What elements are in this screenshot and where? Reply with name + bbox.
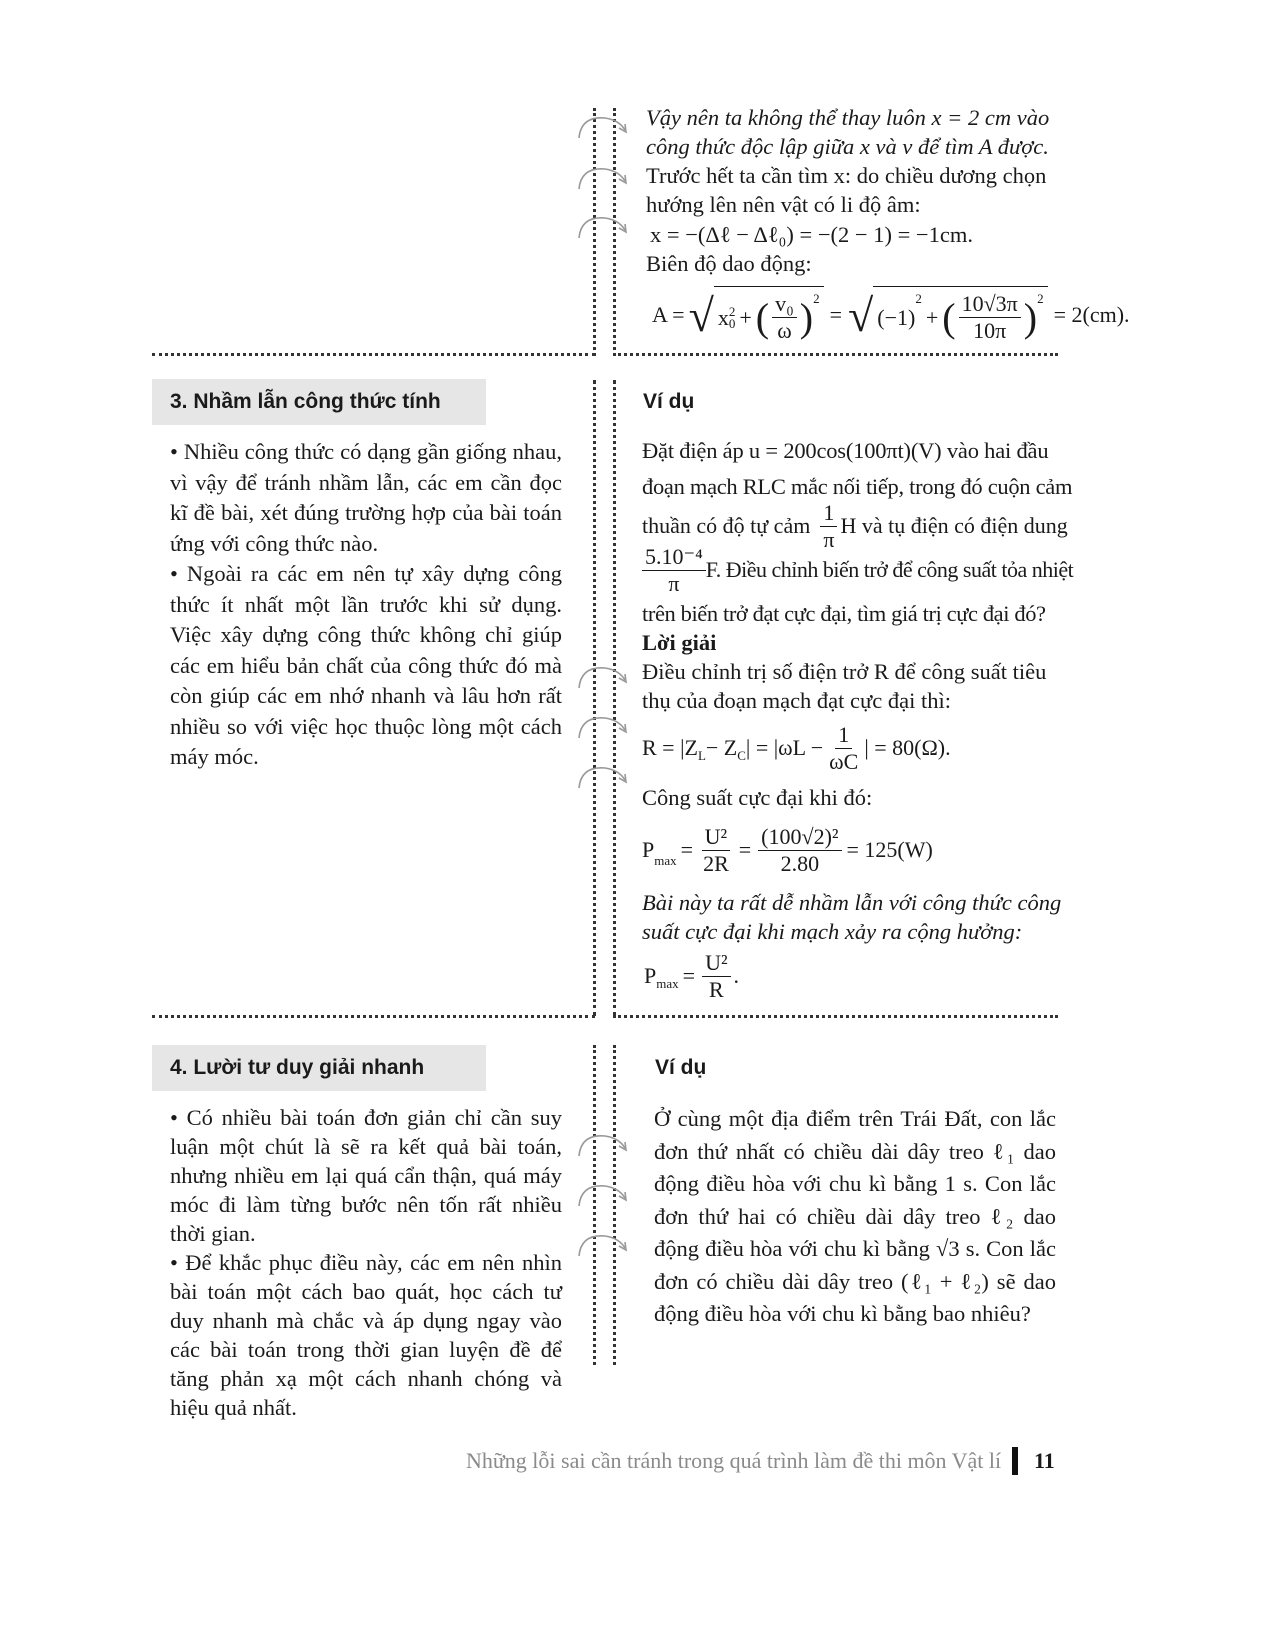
capacitance-den: π bbox=[668, 571, 680, 596]
eq-p2-end: . bbox=[733, 963, 740, 988]
eq-p2-den: R bbox=[708, 976, 724, 1002]
example-title-4: Ví dụ bbox=[655, 1056, 707, 1079]
eq-minus-one: (−1) bbox=[877, 304, 916, 330]
example-title-3: Ví dụ bbox=[643, 390, 695, 413]
curved-arrow-icon bbox=[575, 212, 631, 248]
curved-arrow-icon bbox=[575, 662, 631, 698]
eq-p: P bbox=[642, 837, 655, 862]
example-3-line-4 bbox=[642, 544, 1073, 597]
section-divider-2-left bbox=[152, 1015, 595, 1018]
eq-p-rhs: = 125(W) bbox=[846, 837, 933, 862]
equation-resistance bbox=[642, 720, 951, 776]
top-text-line-1: Vậy nên ta không thể thay luôn x = 2 cm vào bbox=[646, 105, 1050, 130]
footer-text: Những lỗi sai cần tránh trong quá trình làm đề thi môn Vật lí bbox=[466, 1448, 1002, 1473]
eq-p-num1: U² bbox=[702, 824, 730, 851]
section-3-para-1: • Nhiều công thức có dạng gần giống nhau, vì vậy để tránh nhầm lẫn, các em cần đọc kĩ đề bài, xét đúng trường hợp của bài toán ứng với công thức nào. bbox=[170, 439, 562, 556]
top-text-line-5: Biên độ dao động: bbox=[646, 251, 812, 276]
solution-line-3: Công suất cực đại khi đó: bbox=[642, 785, 873, 810]
example-3-line-2: đoạn mạch RLC mắc nối tiếp, trong đó cuộn cảm bbox=[642, 474, 1073, 499]
equation-power-max: P max = $\frac{\text{U²}}{2R}$ = $\frac{\text{(100√2)²}}{2.80}$ = 125(W) bbox=[642, 823, 933, 876]
eq-den: 10π bbox=[973, 318, 1007, 343]
eq-r-lhs: R = |Z bbox=[642, 735, 698, 760]
eq-p2-num: U² bbox=[702, 950, 730, 977]
eq-num: 10√3π bbox=[959, 291, 1021, 318]
capacitance-num: 5.10⁻⁴ bbox=[642, 544, 706, 571]
section-4-heading bbox=[152, 1045, 486, 1091]
eq-omega: ω bbox=[777, 318, 792, 343]
eq-p2: P bbox=[644, 963, 657, 988]
section-divider-1-right bbox=[613, 353, 1058, 356]
eq-v0: v₀ bbox=[772, 291, 797, 318]
column-divider-right-mid bbox=[613, 380, 616, 1016]
section-4-para-1: • Có nhiều bài toán đơn giản chỉ cần suy luận một chút là sẽ ra kết quả bài toán, nhưng nhiều em lại quá cẩn thận, quá máy móc đi làm từng bước nên tốn rất nhiều thời gian. bbox=[170, 1105, 562, 1246]
eq-result: = 2(cm). bbox=[1053, 302, 1130, 327]
note-line-1: Bài này ta rất dễ nhầm lẫn với công thức công bbox=[642, 890, 1062, 915]
eq-r-rhs: | = 80(Ω). bbox=[864, 735, 951, 760]
solution-title: Lời giải bbox=[642, 630, 717, 655]
eq-p-den1: 2R bbox=[703, 850, 729, 876]
eq-p2-max: max bbox=[656, 976, 679, 991]
eq-lhs: A = bbox=[652, 302, 685, 327]
eq-p-den2: 2.80 bbox=[780, 850, 820, 876]
example-3-line-5: trên biến trở đạt cực đại, tìm giá trị cực đại đó? bbox=[642, 601, 1046, 626]
eq-r-mid: − Z bbox=[705, 735, 738, 760]
solution-line-2: thụ của đoạn mạch đạt cực đại thì: bbox=[642, 688, 951, 713]
eq-x0: x bbox=[717, 304, 729, 330]
section-divider-2-right bbox=[613, 1015, 1058, 1018]
example-3-line-1: Đặt điện áp u = 200cos(100πt)(V) vào hai đầu bbox=[642, 438, 1049, 463]
section-4-heading-text: 4. Lười tư duy giải nhanh bbox=[170, 1056, 425, 1079]
equation-x: x = −(Δℓ − Δℓ₀) = −(2 − 1) = −1cm. bbox=[650, 222, 973, 247]
curved-arrow-icon bbox=[575, 112, 631, 148]
curved-arrow-icon bbox=[575, 1180, 631, 1216]
solution-line-1: Điều chỉnh trị số điện trở R để công suất tiêu bbox=[642, 659, 1047, 684]
page-number: 11 bbox=[1034, 1448, 1055, 1473]
eq-r-mid2: | = |ωL − bbox=[745, 735, 824, 760]
equation-amplitude: A = √ x 2 0 + ( $\frac{\text{v₀}}{\omega}$ ) 2 = √ (−1) 2 + ( $\frac{10√3\pi}{10\pi}$ ) 2 = 2(cm). bbox=[652, 282, 1130, 348]
section-4-body bbox=[170, 1103, 562, 1422]
curved-arrow-icon bbox=[575, 712, 631, 748]
eq-r-den: ωC bbox=[829, 748, 859, 774]
example-3-line-3b: H và tụ điện có điện dung bbox=[840, 513, 1068, 539]
column-divider-left-mid bbox=[593, 380, 596, 1016]
curved-arrow-icon bbox=[575, 163, 631, 199]
eq-p-num2: (100√2)² bbox=[758, 824, 841, 851]
example-3-line-4-text: F. Điều chỉnh biến trở để công suất tỏa nhiệt bbox=[705, 557, 1074, 583]
inductance-num: 1 bbox=[820, 500, 837, 527]
top-text-line-2: công thức độc lập giữa x và v để tìm A được. bbox=[646, 134, 1049, 159]
eq-r-num: 1 bbox=[835, 722, 852, 749]
curved-arrow-icon bbox=[575, 1130, 631, 1166]
top-text-line-3: Trước hết ta cần tìm x: do chiều dương chọn bbox=[646, 163, 1047, 188]
top-text-line-4: hướng lên nên vật có li độ âm: bbox=[646, 192, 921, 217]
section-3-body bbox=[170, 437, 562, 773]
example-3-line-3a: thuần có độ tự cảm bbox=[642, 513, 811, 539]
eq-r-zc: C bbox=[737, 748, 746, 763]
section-3-para-2: • Ngoài ra các em nên tự xây dựng công thức ít nhất một lần trước khi sử dụng. Việc xây dựng công thức không chỉ giúp các em hiểu bản chất của công thức đó mà còn giúp các em nhớ nhanh và lâu hơn rất nhiều so với việc học thuộc lòng một cách máy móc. bbox=[170, 561, 562, 769]
curved-arrow-icon bbox=[575, 762, 631, 798]
inductance-den: π bbox=[823, 527, 835, 552]
sqrt-icon: √ bbox=[688, 289, 714, 341]
equation-power-resonance: P max = $\frac{\text{U²}}{R}$ . bbox=[644, 949, 740, 1002]
section-4-para-2: • Để khắc phục điều này, các em nên nhìn bài toán một cách bao quát, học cách tư duy nhanh mà chắc và áp dụng ngay vào các bài toán trong thời gian luyện đề để tăng phản xạ một cách nhanh chóng và hiệu quả nhất. bbox=[170, 1250, 562, 1420]
section-divider-1-left bbox=[152, 353, 595, 356]
note-line-2: suất cực đại khi mạch xảy ra cộng hưởng: bbox=[642, 919, 1023, 944]
section-3-heading bbox=[152, 379, 486, 425]
section-3-heading-text: 3. Nhầm lẫn công thức tính bbox=[170, 390, 441, 413]
eq-p-max: max bbox=[654, 853, 677, 868]
example-4-text: Ở cùng một địa điểm trên Trái Đất, con lắc đơn thứ nhất có chiều dài dây treo ℓ₁ dao động điều hòa với chu kì bằng 1 s. Con lắc đơn thứ hai có chiều dài dây treo ℓ₂ dao động điều hòa với chu kì bằng √3 s. Con lắc đơn có chiều dài dây treo (ℓ₁ + ℓ₂) sẽ dao động điều hòa với chu kì bằng bao nhiêu? bbox=[654, 1106, 1056, 1326]
curved-arrow-icon bbox=[575, 1230, 631, 1266]
eq-r-zl: L bbox=[697, 748, 706, 763]
footer-separator bbox=[1012, 1447, 1018, 1475]
